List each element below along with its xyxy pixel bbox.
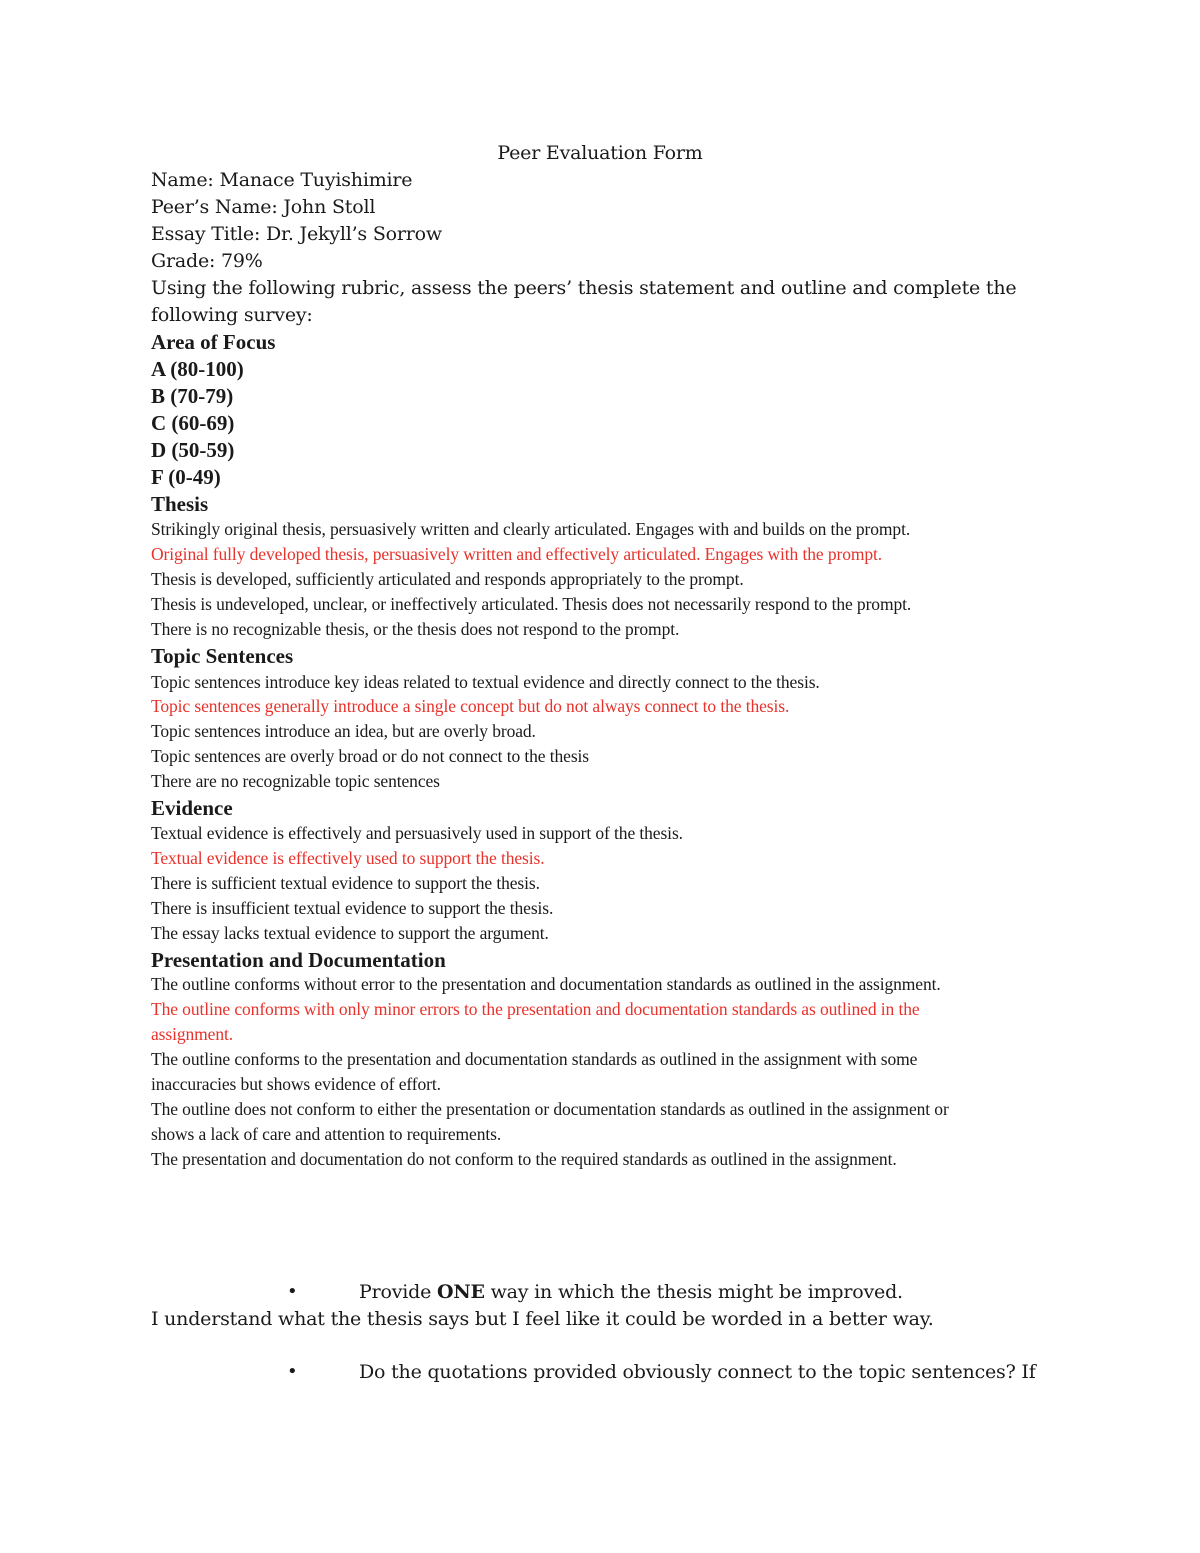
thesis-criterion: Strikingly original thesis, persuasively written and clearly articulated. Engages with and builds on the prompt. — [151, 519, 911, 539]
peer-name-line: Peer’s Name: John Stoll — [151, 196, 376, 218]
topic-criterion: Topic sentences are overly broad or do not connect to the thesis — [151, 746, 589, 766]
presentation-criterion: The outline conforms without error to the presentation and documentation standards as outlined in the assignment. — [151, 974, 941, 994]
presentation-criterion-cont: inaccuracies but shows evidence of effort. — [151, 1074, 441, 1094]
grade-band-d: D (50-59) — [151, 438, 235, 462]
survey-question-1 — [0, 1281, 1200, 1309]
grade-band-f: F (0-49) — [151, 465, 221, 489]
question-2-text: Do the quotations provided obviously connect to the topic sentences? If — [359, 1361, 1036, 1383]
evidence-criterion: There is insufficient textual evidence to support the thesis. — [151, 898, 554, 918]
instructions-line-2: following survey: — [151, 304, 313, 326]
presentation-criterion-selected: The outline conforms with only minor errors to the presentation and documentation standards as outlined in the — [151, 999, 920, 1019]
question-1-text: Provide ONE way in which the thesis might be improved. — [359, 1281, 903, 1303]
answer-1: I understand what the thesis says but I feel like it could be worded in a better way. — [151, 1308, 934, 1330]
grade-band-c: C (60-69) — [151, 411, 235, 435]
grade-band-b: B (70-79) — [151, 384, 234, 408]
evidence-heading: Evidence — [151, 796, 233, 820]
evidence-criterion: The essay lacks textual evidence to support the argument. — [151, 923, 549, 943]
form-title: Peer Evaluation Form — [497, 142, 703, 164]
thesis-criterion-selected: Original fully developed thesis, persuasively written and effectively articulated. Engages with the prompt. — [151, 544, 883, 564]
essay-title-line: Essay Title: Dr. Jekyll’s Sorrow — [151, 223, 442, 245]
grade-line: Grade: 79% — [151, 250, 263, 272]
thesis-criterion: Thesis is developed, sufficiently articulated and responds appropriately to the prompt. — [151, 569, 744, 589]
presentation-heading: Presentation and Documentation — [151, 948, 446, 972]
presentation-criterion-cont: shows a lack of care and attention to requirements. — [151, 1124, 502, 1144]
presentation-criterion: The outline does not conform to either the presentation or documentation standards as outlined in the assignment or — [151, 1099, 949, 1119]
bullet-icon: • — [287, 1281, 298, 1302]
name-line: Name: Manace Tuyishimire — [151, 169, 413, 191]
presentation-criterion: The presentation and documentation do not conform to the required standards as outlined in the assignment. — [151, 1149, 897, 1169]
topic-criterion: Topic sentences introduce key ideas related to textual evidence and directly connect to the thesis. — [151, 672, 820, 692]
topic-criterion: There are no recognizable topic sentences — [151, 771, 440, 791]
presentation-criterion-selected-cont: assignment. — [151, 1024, 234, 1044]
evidence-criterion-selected: Textual evidence is effectively used to support the thesis. — [151, 848, 545, 868]
evidence-criterion: There is sufficient textual evidence to support the thesis. — [151, 873, 540, 893]
evidence-criterion: Textual evidence is effectively and persuasively used in support of the thesis. — [151, 823, 683, 843]
topic-criterion-selected: Topic sentences generally introduce a single concept but do not always connect to the thesis. — [151, 696, 790, 716]
question-1-emphasis: ONE — [436, 1281, 485, 1303]
survey-question-2 — [0, 1361, 1200, 1389]
instructions-line-1: Using the following rubric, assess the peers’ thesis statement and outline and complete the — [151, 277, 1017, 299]
bullet-icon: • — [287, 1361, 298, 1382]
grade-band-a: A (80-100) — [151, 357, 244, 381]
thesis-criterion: There is no recognizable thesis, or the thesis does not respond to the prompt. — [151, 619, 680, 639]
area-of-focus-heading: Area of Focus — [151, 330, 276, 354]
presentation-criterion: The outline conforms to the presentation and documentation standards as outlined in the assignment with some — [151, 1049, 918, 1069]
thesis-heading: Thesis — [151, 492, 209, 516]
topic-criterion: Topic sentences introduce an idea, but are overly broad. — [151, 721, 536, 741]
thesis-criterion: Thesis is undeveloped, unclear, or ineffectively articulated. Thesis does not necessarily respond to the prompt. — [151, 594, 912, 614]
topic-sentences-heading: Topic Sentences — [151, 644, 294, 668]
